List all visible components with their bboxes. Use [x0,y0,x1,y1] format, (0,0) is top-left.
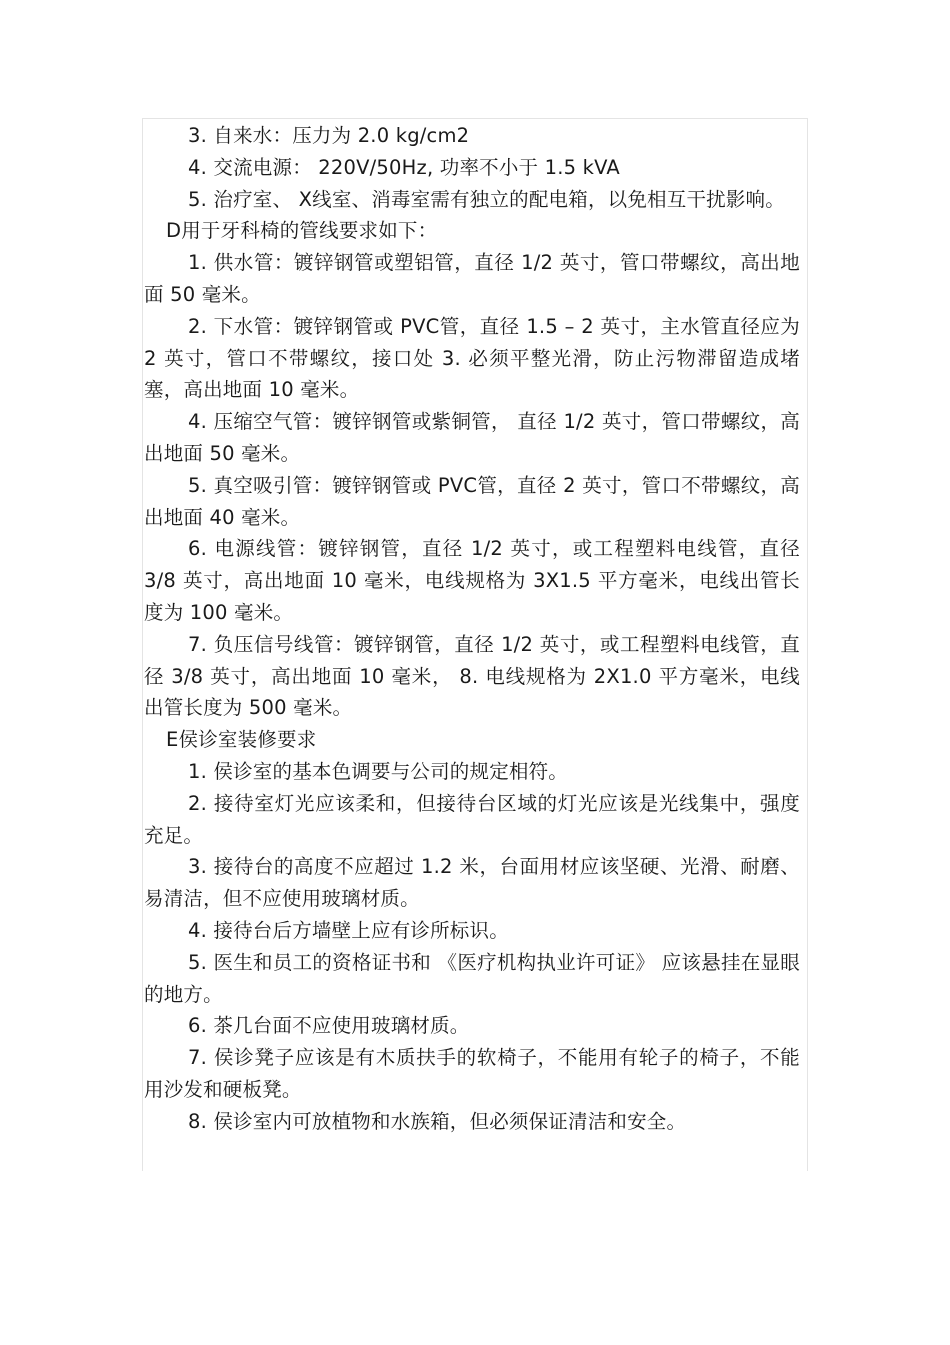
paragraph-distribution-box: 5. 治疗室、 X线室、消毒室需有独立的配电箱，以免相互干扰影响。 [188,187,785,211]
paragraph-certificates: 5. 医生和员工的资格证书和 《医疗机构执业许可证》 应该悬挂在显眼的地方。 [144,950,800,1006]
document-body [144,120,800,1138]
paragraph-ac-power: 4. 交流电源： 220V/50Hz, 功率不小于 1.5 kVA [188,155,620,179]
paragraph-tea-table: 6. 茶几台面不应使用玻璃材质。 [188,1014,470,1038]
paragraph-waiting-room-color: 1. 侯诊室的基本色调要与公司的规定相符。 [188,759,569,783]
paragraph-waiting-chairs: 7. 侯诊凳子应该是有木质扶手的软椅子，不能用有轮子的椅子，不能用沙发和硬板凳。 [144,1046,800,1101]
paragraph-drain-pipe: 2. 下水管：镀锌钢管或 PVC管，直径 1.5 – 2 英寸，主水管直径应为 2 英寸，管口不带螺纹，接口处 3. 必须平整光滑，防止污物滞留造成堵塞，高出地面 10 毫米。 [144,314,800,402]
paragraph-power-conduit: 6. 电源线管：镀锌钢管，直径 1/2 英寸，或工程塑料电线管，直径 3/8 英寸，高出地面 10 毫米，电线规格为 3X1.5 平方毫米，电线出管长度为 100 毫米。 [144,537,800,624]
paragraph-water-pressure: 3. 自来水：压力为 2.0 kg/cm2 [188,124,470,147]
paragraph-compressed-air-pipe: 4. 压缩空气管：镀锌钢管或紫铜管， 直径 1/2 英寸，管口带螺纹，高出地面 50 毫米。 [144,410,800,465]
paragraph-clinic-logo: 4. 接待台后方墙壁上应有诊所标识。 [188,918,509,942]
paragraph-signal-conduit: 7. 负压信号线管：镀锌钢管，直径 1/2 英寸，或工程塑料电线管，直径 3/8 英寸，高出地面 10 毫米， 8. 电线规格为 2X1.0 平方毫米，电线出管长度为 500 毫米。 [144,632,800,720]
paragraph-reception-lighting: 2. 接待室灯光应该柔和，但接待台区域的灯光应该是光线集中，强度充足。 [144,791,800,847]
section-heading-e: E侯诊室装修要求 [166,728,317,752]
paragraph-plants-aquarium: 8. 侯诊室内可放植物和水族箱，但必须保证清洁和安全。 [188,1109,687,1133]
section-heading-d: D用于牙科椅的管线要求如下： [166,219,438,243]
paragraph-reception-desk: 3. 接待台的高度不应超过 1.2 米，台面用材应该坚硬、光滑、耐磨、易清洁，但不应使用玻璃材质。 [144,855,800,911]
paragraph-water-supply-pipe: 1. 供水管：镀锌钢管或塑铝管，直径 1/2 英寸，管口带螺纹，高出地面 50 毫米。 [144,251,800,306]
paragraph-vacuum-pipe: 5. 真空吸引管：镀锌钢管或 PVC管，直径 2 英寸，管口不带螺纹，高出地面 40 毫米。 [144,473,800,529]
